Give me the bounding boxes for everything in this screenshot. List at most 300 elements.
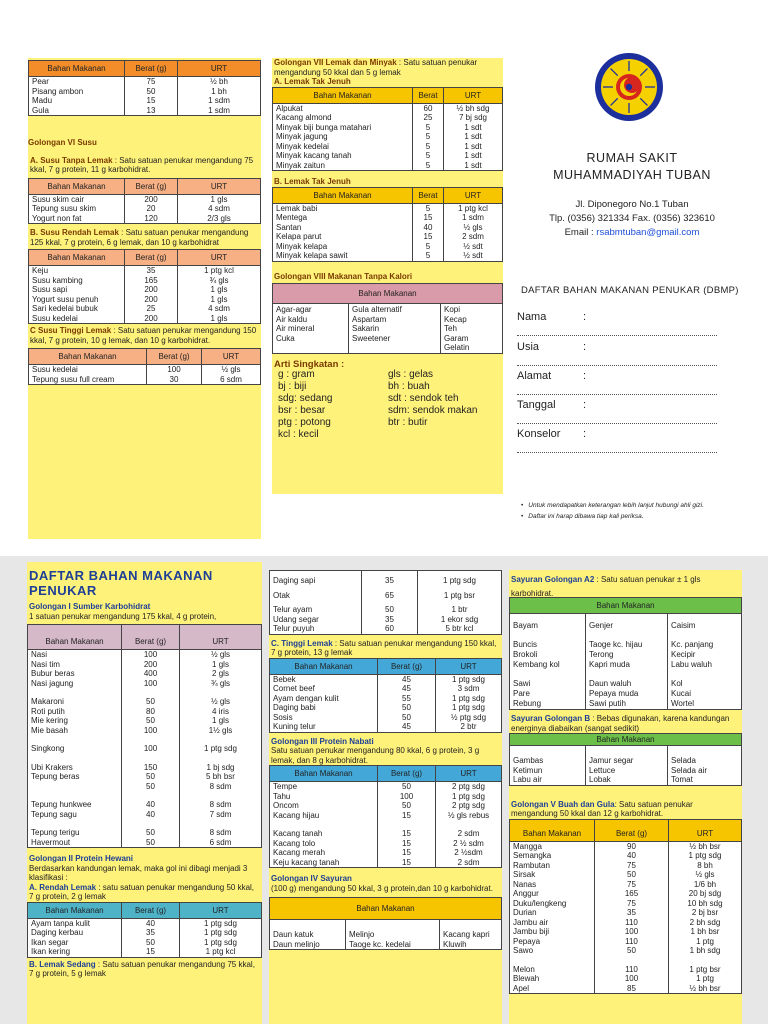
item-urt: ½ sdt xyxy=(444,251,503,261)
golongan-8-title: Golongan VIII Makanan Tanpa Kalori xyxy=(274,271,413,281)
col-header-berat: Berat (g) xyxy=(147,349,202,365)
col-header-bahan: Bahan Makanan xyxy=(28,902,122,918)
list-item: Pepaya muda xyxy=(589,689,639,698)
col-header-urt: URT xyxy=(180,625,262,650)
item-name: Tepung sagu xyxy=(28,810,122,820)
item-weight: 35 xyxy=(362,615,418,625)
item-urt: 8 sdm xyxy=(180,782,262,792)
table-row xyxy=(270,792,502,802)
item-weight: 25 xyxy=(125,304,178,314)
col-header-bahan: Bahan Makanan xyxy=(29,250,125,266)
col-header-berat: Berat (g) xyxy=(595,819,669,841)
table-row xyxy=(510,861,742,871)
medfat-protein-rows xyxy=(270,571,502,635)
item-weight xyxy=(122,819,180,828)
item-name: Ayam dengan kulit xyxy=(270,694,378,704)
item-name: Keju kacang tanah xyxy=(270,858,378,868)
form-field[interactable] xyxy=(517,399,587,411)
item-weight: 100 xyxy=(122,744,180,754)
list-item: Brokoli xyxy=(513,650,538,659)
item-name: Kacang hijau xyxy=(270,811,378,821)
item-weight: 50 xyxy=(122,828,180,838)
item-weight: 60 xyxy=(362,624,418,634)
item-name: Susu skim cair xyxy=(29,194,125,204)
item-name xyxy=(28,688,122,697)
item-urt: 1 sdt xyxy=(444,123,503,133)
col-header-berat: Berat xyxy=(413,187,444,203)
hospital-name xyxy=(516,150,748,184)
item-urt xyxy=(436,820,502,829)
item-name: Minyak kelapa xyxy=(273,242,413,252)
vegetable-col-2 xyxy=(346,920,440,950)
item-urt xyxy=(669,956,742,965)
item-name: Blewah xyxy=(510,974,595,984)
unsat-fat-rows xyxy=(273,103,503,171)
table-row xyxy=(273,242,503,252)
item-weight xyxy=(122,754,180,763)
skim-milk-rows xyxy=(29,194,261,224)
item-name: Cornet beef xyxy=(270,684,378,694)
item-name: Yogurt non fat xyxy=(29,214,125,224)
susu-c-desc: : Satu satuan penukar mengandung 150 kkal, 7 g protein, 10 g lemak, dan 10 g karbohidrat. xyxy=(30,326,257,345)
sayur-b-title: Sayuran Golongan B xyxy=(511,714,591,723)
item-weight: 20 xyxy=(125,204,178,214)
abbr-item: sdt : sendok teh xyxy=(388,393,459,404)
form-notes xyxy=(521,500,704,522)
form-field-colon: : xyxy=(583,370,587,382)
item-weight: 40 xyxy=(122,918,180,928)
list-item: Daun katuk xyxy=(273,930,314,939)
item-weight: 80 xyxy=(122,707,180,717)
form-field-line[interactable] xyxy=(517,394,717,395)
item-name: Rambutan xyxy=(510,861,595,871)
item-weight: 90 xyxy=(595,841,669,851)
item-urt: ½ gls xyxy=(669,870,742,880)
veg-b-table xyxy=(509,733,742,786)
protein-veg-column xyxy=(269,570,502,1024)
item-name: Kelapa parut xyxy=(273,232,413,242)
item-name: Susu sapi xyxy=(29,285,125,295)
item-weight: 15 xyxy=(378,858,436,868)
item-name: Otak xyxy=(270,586,362,601)
list-item: Melinjo xyxy=(349,930,375,939)
item-weight: 15 xyxy=(378,811,436,821)
item-urt: 1 bh sdg xyxy=(669,946,742,956)
item-urt: ½ gls rebus xyxy=(436,811,502,821)
fullfat-milk-table xyxy=(28,348,261,385)
table-row xyxy=(510,899,742,909)
table-row xyxy=(510,870,742,880)
list-item: Terong xyxy=(589,650,614,659)
item-weight: 40 xyxy=(595,851,669,861)
item-name: Pear xyxy=(29,77,125,87)
item-urt: 2 bh sdg xyxy=(669,918,742,928)
table-row xyxy=(28,707,262,717)
item-weight: 165 xyxy=(595,889,669,899)
item-urt: 1/6 bh xyxy=(669,880,742,890)
item-urt: 2 sdm xyxy=(444,232,503,242)
col-header-bahan: Bahan Makanan xyxy=(29,61,125,77)
item-weight: 15 xyxy=(413,213,444,223)
table-row xyxy=(28,928,262,938)
table-row xyxy=(28,754,262,763)
table-row xyxy=(28,828,262,838)
list-item xyxy=(589,631,664,640)
item-weight: 50 xyxy=(378,801,436,811)
plant-protein-table xyxy=(269,765,502,868)
list-item: Bayam xyxy=(513,621,538,630)
item-name: Minyak kedelai xyxy=(273,142,413,152)
item-weight xyxy=(595,956,669,965)
col-header-bahan: Bahan Makanan xyxy=(270,898,502,920)
no-calorie-table xyxy=(272,283,503,354)
item-weight: 165 xyxy=(125,276,178,286)
table-row xyxy=(28,763,262,773)
skim-milk-table xyxy=(28,178,261,225)
abbr-item: ptg : potong xyxy=(278,417,331,428)
table-row xyxy=(29,204,261,214)
item-name: Kacang merah xyxy=(270,848,378,858)
no-calorie-col-3 xyxy=(441,304,503,354)
item-urt: 2 bj bsr xyxy=(669,908,742,918)
item-weight: 75 xyxy=(125,77,178,87)
list-item: Sawi putih xyxy=(589,699,626,708)
form-field[interactable] xyxy=(517,428,587,440)
table-row xyxy=(273,251,503,261)
table-row xyxy=(273,203,503,213)
item-urt: 1 ptg sdg xyxy=(669,851,742,861)
list-item: Jamur segar xyxy=(589,756,634,765)
item-weight: 200 xyxy=(122,660,180,670)
susu-a-title: A. Susu Tanpa Lemak xyxy=(30,155,113,165)
item-name xyxy=(270,820,378,829)
col-header-bahan: Bahan Makanan xyxy=(273,87,413,103)
col-header-bahan: Bahan Makanan xyxy=(270,658,378,674)
no-calorie-col-2 xyxy=(349,304,441,354)
carb-protein-column xyxy=(27,562,262,1024)
form-field-colon: : xyxy=(583,341,587,353)
col-header-bahan: Bahan Makanan xyxy=(273,284,503,304)
item-urt: 1 bh bsr xyxy=(669,927,742,937)
form-field[interactable] xyxy=(517,370,587,382)
list-item: Buncis xyxy=(513,640,538,649)
item-urt: 6 sdm xyxy=(202,375,261,385)
item-urt: 10 bh sdg xyxy=(669,899,742,909)
form-field[interactable] xyxy=(517,311,587,323)
col-header-berat: Berat (g) xyxy=(125,250,178,266)
table-row xyxy=(29,295,261,305)
item-weight: 45 xyxy=(378,722,436,732)
golongan-4-title: Golongan IV Sayuran xyxy=(271,874,352,883)
item-urt: ½ gls xyxy=(202,365,261,375)
email-link[interactable]: rsabmtuban@gmail.com xyxy=(596,227,700,238)
list-item: Gelatin xyxy=(444,343,470,352)
item-weight: 100 xyxy=(122,726,180,736)
protein-b-title: B. Lemak Sedang xyxy=(29,959,96,969)
table-row xyxy=(510,946,742,956)
item-name: Daging kerbau xyxy=(28,928,122,938)
table-row xyxy=(29,285,261,295)
col-header-urt: URT xyxy=(436,658,502,674)
item-weight: 35 xyxy=(125,266,178,276)
list-item: Cuka xyxy=(276,333,295,343)
form-field-label: Konselor xyxy=(517,428,561,440)
item-weight: 50 xyxy=(122,697,180,707)
item-name: Minyak zaitun xyxy=(273,161,413,171)
list-item: Labu air xyxy=(513,775,542,784)
susu-a-desc: : Satu satuan penukar mengandung 75 kkal, 7 g protein, 11 g karbohidrat. xyxy=(30,155,254,174)
abbr-item: bj : biji xyxy=(278,381,307,392)
item-urt: 1 sdm xyxy=(178,106,261,116)
table-row xyxy=(270,801,502,811)
table-row xyxy=(270,703,502,713)
item-urt: 1 ptg sdg xyxy=(180,928,262,938)
item-urt: 1 ptg sdg xyxy=(436,792,502,802)
item-weight: 50 xyxy=(122,938,180,948)
golongan-5-title: Golongan V Buah dan Gula xyxy=(511,799,615,809)
col-header-bahan: Bahan Makanan xyxy=(270,766,378,782)
form-field-label: Tanggal xyxy=(517,399,556,411)
form-field-line[interactable] xyxy=(517,423,717,424)
col-header-urt: URT xyxy=(669,819,742,841)
protein-b-desc: : Satu satuan penukar mengandung 75 kkal, 7 g protein, 5 g lemak xyxy=(29,959,255,978)
table-row xyxy=(510,927,742,937)
item-urt: ½ gls xyxy=(180,650,262,660)
item-name: Gula xyxy=(29,106,125,116)
list-item: Wortel xyxy=(671,699,694,708)
item-name xyxy=(28,819,122,828)
item-urt: 2 ptg sdg xyxy=(436,782,502,792)
item-weight: 50 xyxy=(122,838,180,848)
item-urt: 1 ptg bsr xyxy=(418,586,502,601)
item-name: Tepung beras xyxy=(28,772,122,782)
item-weight: 100 xyxy=(595,974,669,984)
item-name xyxy=(28,791,122,800)
table-row xyxy=(28,938,262,948)
item-name: Yogurt susu penuh xyxy=(29,295,125,305)
table-row xyxy=(273,132,503,142)
item-name: Susu kambing xyxy=(29,276,125,286)
form-field-label: Alamat xyxy=(517,370,552,382)
form-field-colon: : xyxy=(583,311,587,323)
item-urt: 1 btr xyxy=(418,600,502,615)
table-row xyxy=(510,965,742,975)
sayur-b-desc: : Bebas digunakan, karena kandungan energinya diabaikan (sangat sedikit) xyxy=(511,714,730,733)
no-calorie-col-1 xyxy=(273,304,349,354)
table-row xyxy=(28,947,262,957)
item-urt: ½ bh sdg xyxy=(444,103,503,113)
item-urt: ½ bh bsr xyxy=(669,841,742,851)
table-row xyxy=(28,716,262,726)
item-weight: 100 xyxy=(122,650,180,660)
item-urt: 1 ptg kcl xyxy=(444,203,503,213)
abbr-list xyxy=(272,369,503,440)
item-weight: 65 xyxy=(362,586,418,601)
table-row xyxy=(510,908,742,918)
form-field-line[interactable] xyxy=(517,335,717,336)
table-row xyxy=(29,77,261,87)
item-urt: 1 sdt xyxy=(444,142,503,152)
item-name: Susu kedelai xyxy=(29,365,147,375)
highfat-protein-rows xyxy=(270,674,502,732)
list-item: Agar-agar xyxy=(276,305,312,314)
list-item: Kecipir xyxy=(671,650,696,659)
note-item: • Untuk mendapatkan keterangan lebih lanjut hubungi ahli gizi. xyxy=(521,500,704,511)
item-name: Mentega xyxy=(273,213,413,223)
item-name: Semangka xyxy=(510,851,595,861)
item-weight: 15 xyxy=(122,947,180,957)
veg-b-col-1 xyxy=(510,746,586,786)
veg-fruit-column xyxy=(509,570,742,1024)
item-urt xyxy=(180,791,262,800)
table-row xyxy=(270,713,502,723)
hospital-name-line1: RUMAH SAKIT xyxy=(586,151,678,165)
list-item: Kecap xyxy=(444,314,467,324)
item-urt: 1 sdt xyxy=(444,151,503,161)
abbr-item: g : gram xyxy=(278,369,315,380)
table-row xyxy=(29,304,261,314)
table-row xyxy=(270,684,502,694)
golongan-5-desc: : Satu satuan penukar mengandung 50 kkal dan 12 g karbohidrat. xyxy=(511,799,693,818)
protein-a-desc: : satu satuan penukar mengandung 50 kkal, 7 g protein, 2 g lemak xyxy=(29,882,255,901)
item-weight: 75 xyxy=(595,880,669,890)
veg-a2-row xyxy=(510,614,742,710)
item-weight xyxy=(378,820,436,829)
col-header-berat: Berat xyxy=(413,87,444,103)
hospital-address: Jl. Diponegoro No.1 Tuban xyxy=(575,199,689,210)
item-weight: 400 xyxy=(122,669,180,679)
table-row xyxy=(29,314,261,324)
item-urt: 6 sdm xyxy=(180,838,262,848)
item-name xyxy=(28,735,122,744)
item-urt: 1 gls xyxy=(178,285,261,295)
table-row xyxy=(270,820,502,829)
list-item: Aspartam xyxy=(352,314,387,324)
col-header-bahan: Bahan Makanan xyxy=(510,819,595,841)
item-name: Tempe xyxy=(270,782,378,792)
item-weight: 100 xyxy=(147,365,202,375)
table-row xyxy=(510,937,742,947)
item-urt: 5 btr kcl xyxy=(418,624,502,634)
table-row xyxy=(29,375,261,385)
table-row xyxy=(28,838,262,848)
carb-rows xyxy=(28,650,262,848)
item-urt: 2 sdm xyxy=(436,829,502,839)
table-row xyxy=(28,782,262,792)
veg-a2-table xyxy=(509,597,742,710)
table-row xyxy=(29,96,261,106)
item-weight: 50 xyxy=(595,870,669,880)
item-urt: 4 sdm xyxy=(178,204,261,214)
list-item: Air kaldu xyxy=(276,314,308,324)
item-urt: 1 ptg xyxy=(669,974,742,984)
item-urt: 1 ptg sdg xyxy=(418,571,502,586)
form-field[interactable] xyxy=(517,341,587,353)
table-row xyxy=(28,819,262,828)
form-field-line[interactable] xyxy=(517,452,717,453)
col-header-urt: URT xyxy=(178,178,261,194)
golongan-3-title: Golongan III Protein Nabati xyxy=(271,736,374,746)
table-row xyxy=(28,800,262,810)
item-urt: 2 sdm xyxy=(436,858,502,868)
col-header-bahan: Bahan Makanan xyxy=(510,598,742,614)
form-field-colon: : xyxy=(583,428,587,440)
vegetable-col-1 xyxy=(270,920,346,950)
table-row xyxy=(273,213,503,223)
list-item: Tomat xyxy=(671,775,693,784)
table-row xyxy=(270,839,502,849)
item-urt: 1 ekor sdg xyxy=(418,615,502,625)
item-weight: 110 xyxy=(595,965,669,975)
list-item: Air mineral xyxy=(276,324,315,333)
unsat-fat-table xyxy=(272,87,503,172)
item-urt: 1 bj sdg xyxy=(180,763,262,773)
col-header-berat: Berat (g) xyxy=(125,61,178,77)
item-weight: 200 xyxy=(125,314,178,324)
form-field-label: Nama xyxy=(517,311,547,323)
col-header-urt: URT xyxy=(178,250,261,266)
list-item: Sakarin xyxy=(352,324,380,333)
table-row xyxy=(273,223,503,233)
item-urt: 1 gls xyxy=(178,295,261,305)
col-header-urt: URT xyxy=(444,187,503,203)
item-urt: 8 bh xyxy=(669,861,742,871)
item-weight: 100 xyxy=(595,927,669,937)
item-urt xyxy=(180,688,262,697)
col-header-berat: Berat (g) xyxy=(122,625,180,650)
golongan-2-desc: Berdasarkan kandungan lemak, maka gol ini dibagi menjadi 3 klasifikasi : xyxy=(29,863,248,882)
item-urt: ½ bh xyxy=(178,77,261,87)
sayur-a2-desc: : Satu satuan penukar ± 1 gls karbohidrat. xyxy=(511,575,701,598)
item-name: Singkong xyxy=(28,744,122,754)
list-item: Caisim xyxy=(671,621,696,630)
list-item: Daun melinjo xyxy=(273,939,320,949)
item-name: Tepung hunkwee xyxy=(28,800,122,810)
table-row xyxy=(28,679,262,689)
list-item: Kopi xyxy=(444,305,461,314)
table-row xyxy=(273,161,503,171)
list-item: Genjer xyxy=(589,621,614,630)
list-item: Sawi xyxy=(513,679,531,688)
vegetable-col-3 xyxy=(440,920,502,950)
item-weight: 35 xyxy=(122,928,180,938)
item-urt: 1 ptg sdg xyxy=(180,938,262,948)
list-item: Lettuce xyxy=(589,765,616,775)
table-row xyxy=(29,276,261,286)
item-name: Tahu xyxy=(270,792,378,802)
item-urt: 1 sdm xyxy=(444,213,503,223)
list-item: Selada air xyxy=(671,765,708,775)
form-field-line[interactable] xyxy=(517,365,717,366)
table-row xyxy=(29,365,261,375)
fruit-sugar-table xyxy=(509,819,742,995)
table-row xyxy=(29,106,261,116)
item-weight: 5 xyxy=(413,132,444,142)
protein-c-desc: : Satu satuan penukar mengandung 150 kkal, 7 g protein, 13 g lemak xyxy=(271,638,497,657)
table-row xyxy=(510,974,742,984)
item-urt: 1 bh xyxy=(178,87,261,97)
item-weight: 15 xyxy=(378,848,436,858)
table-row xyxy=(29,266,261,276)
col-header-bahan: Bahan Makanan xyxy=(510,734,742,746)
item-name: Kacang almond xyxy=(273,113,413,123)
item-weight: 110 xyxy=(595,918,669,928)
list-item: Gambas xyxy=(513,756,544,765)
susu-c-title: C Susu Tinggi Lemak xyxy=(30,326,112,335)
list-item: Labu waluh xyxy=(671,660,712,669)
item-name: Alpukat xyxy=(273,103,413,113)
item-weight xyxy=(122,791,180,800)
